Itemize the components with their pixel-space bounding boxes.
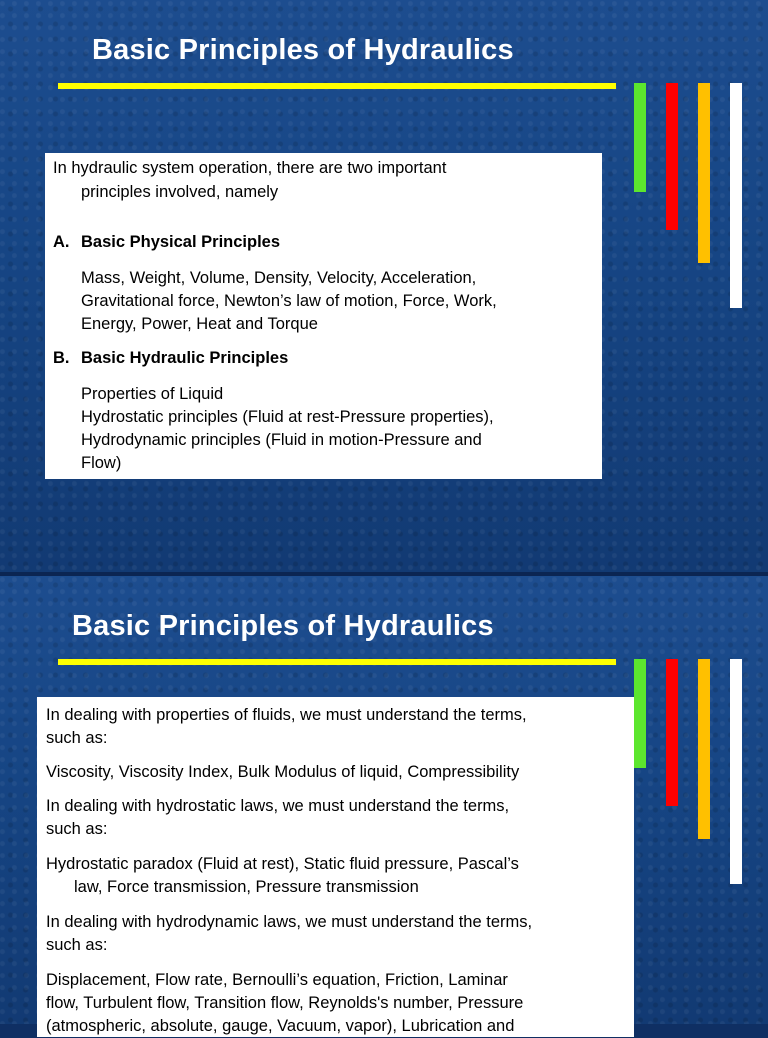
white-accent-bar: [730, 659, 742, 884]
section-b-text: Hydrodynamic principles (Fluid in motion-Pressure and: [81, 431, 482, 449]
slide-2: [0, 576, 768, 1035]
section-a-heading: Basic Physical Principles: [81, 233, 281, 251]
orange-accent-bar: [698, 83, 710, 263]
body-text: flow, Turbulent flow, Transition flow, Reynolds's number, Pressure: [46, 994, 524, 1012]
title-underline: [58, 659, 616, 665]
body-text: such as:: [46, 936, 108, 954]
body-text: In dealing with hydrostatic laws, we must understand the terms,: [46, 797, 510, 815]
body-text: In dealing with properties of fluids, we must understand the terms,: [46, 706, 527, 724]
body-text: In dealing with hydrodynamic laws, we must understand the terms,: [46, 913, 533, 931]
orange-accent-bar: [698, 659, 710, 839]
section-a-text: Energy, Power, Heat and Torque: [81, 315, 318, 333]
body-text: (atmospheric, absolute, gauge, Vacuum, vapor), Lubrication and: [46, 1017, 515, 1035]
section-a-marker: A.: [53, 233, 70, 251]
content-box: [45, 153, 602, 479]
body-text: law, Force transmission, Pressure transmission: [74, 878, 419, 896]
green-accent-bar: [634, 659, 646, 768]
section-b-marker: B.: [53, 349, 70, 367]
body-text: Hydrostatic paradox (Fluid at rest), Static fluid pressure, Pascal’s: [46, 855, 519, 873]
title-underline: [58, 83, 616, 89]
section-a-text: Gravitational force, Newton’s law of motion, Force, Work,: [81, 292, 497, 310]
white-accent-bar: [730, 83, 742, 308]
slide-title: Basic Principles of Hydraulics: [92, 34, 514, 66]
section-b-heading: Basic Hydraulic Principles: [81, 349, 289, 367]
intro-line: In hydraulic system operation, there are two important: [53, 159, 447, 177]
body-text: Displacement, Flow rate, Bernoulli’s equation, Friction, Laminar: [46, 971, 508, 989]
red-accent-bar: [666, 659, 678, 806]
intro-line: principles involved, namely: [81, 183, 279, 201]
red-accent-bar: [666, 83, 678, 230]
body-text: such as:: [46, 820, 108, 838]
content-box: [37, 697, 634, 1037]
section-b-text: Properties of Liquid: [81, 385, 224, 403]
slide-title: Basic Principles of Hydraulics: [72, 610, 494, 642]
green-accent-bar: [634, 83, 646, 192]
section-b-text: Hydrostatic principles (Fluid at rest-Pressure properties),: [81, 408, 494, 426]
section-b-text: Flow): [81, 454, 122, 472]
body-text: such as:: [46, 729, 108, 747]
body-text: Viscosity, Viscosity Index, Bulk Modulus of liquid, Compressibility: [46, 763, 520, 781]
section-a-text: Mass, Weight, Volume, Density, Velocity, Acceleration,: [81, 269, 477, 287]
